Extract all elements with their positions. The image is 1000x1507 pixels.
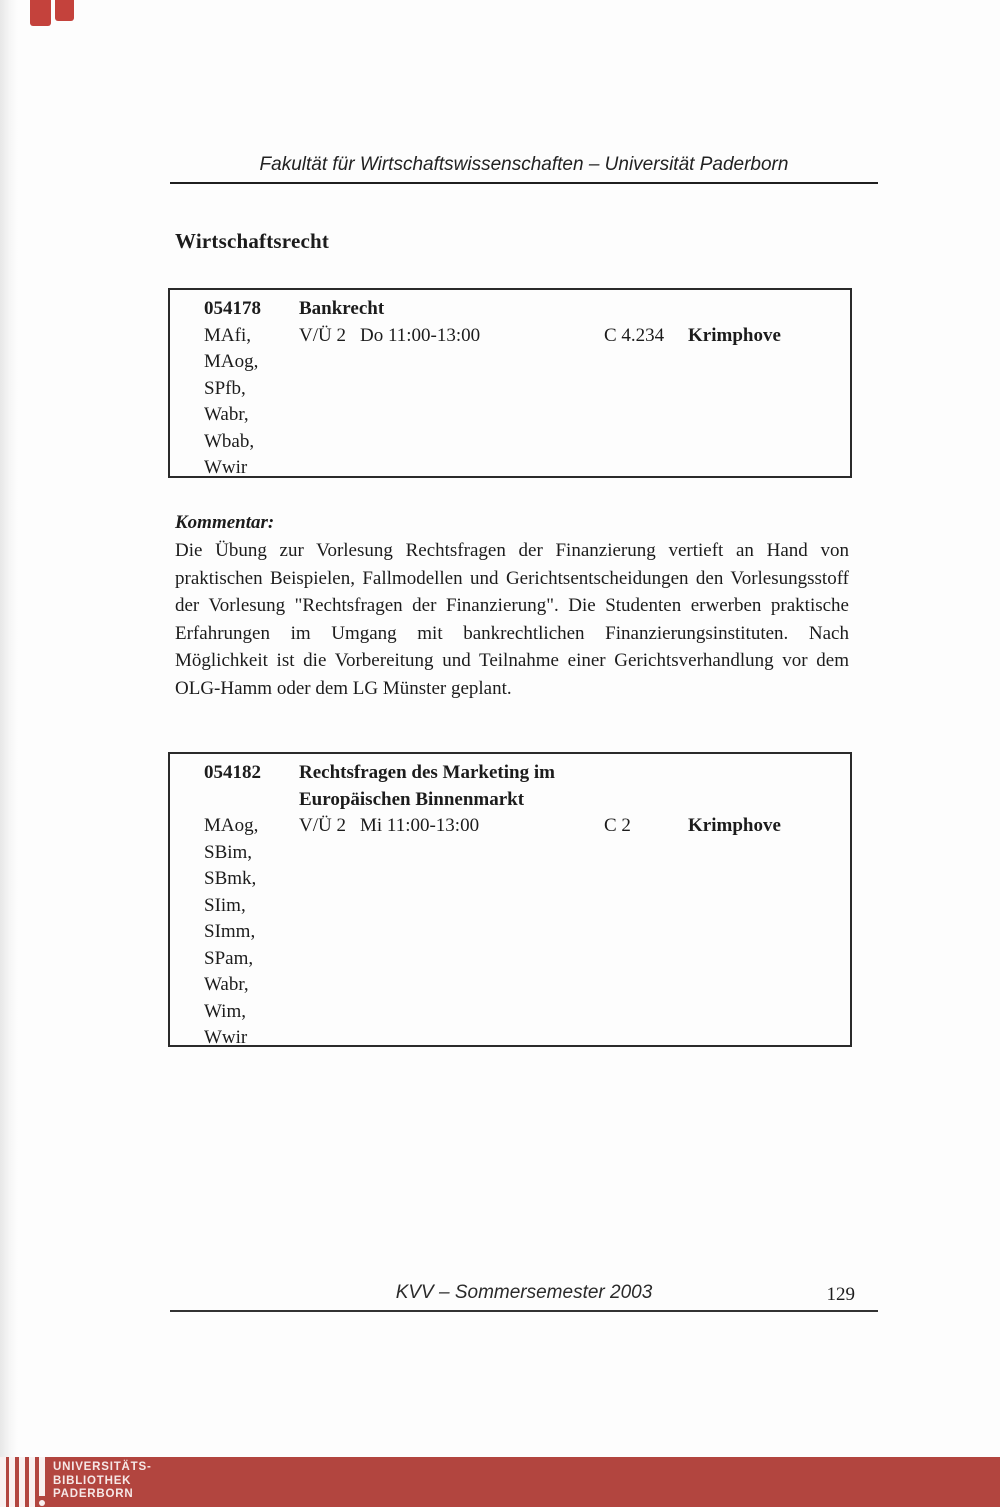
course-time: Mi 11:00-13:00 xyxy=(359,815,480,836)
course-group: Wbab, xyxy=(204,430,255,452)
course-title-line1: Rechtsfragen des Marketing im xyxy=(299,762,555,783)
course-group: Wwir xyxy=(204,457,248,478)
library-logo-bars-icon xyxy=(19,1457,25,1507)
course-group: MAog, xyxy=(204,815,259,836)
course-group: SPam, xyxy=(204,947,254,969)
course-group-row xyxy=(204,349,850,376)
faculty-header-text: Fakultät für Wirtschaftswissenschaften – Universität Paderborn xyxy=(259,154,789,175)
course-room: C 4.234 xyxy=(604,324,665,346)
footer-title: KVV – Sommersemester 2003 xyxy=(395,1282,653,1303)
library-logo-bars-icon xyxy=(29,1457,35,1507)
course-lecturer: Krimphove xyxy=(688,324,781,346)
course-group-row xyxy=(204,402,850,429)
course-group-row xyxy=(204,946,850,973)
course-type-hours: V/Ü 2 xyxy=(299,324,346,346)
course-title: Bankrecht xyxy=(299,298,385,319)
course-group-row xyxy=(204,999,850,1026)
course-detail-row xyxy=(204,323,850,350)
course-group: SImm, xyxy=(204,921,256,942)
course-group: Wwir xyxy=(204,1027,248,1048)
course-group-row xyxy=(204,376,850,403)
course-code: 054182 xyxy=(204,762,261,783)
course-detail-row xyxy=(204,813,850,840)
course-time: Do 11:00-13:00 xyxy=(359,324,481,346)
kommentar-text: Die Übung zur Vorlesung Rechtsfragen der Finanzierung vertieft an Hand von praktischen Beispielen, Fallmodellen und Gerichtsentscheidungen den Vorlesungsstoff der Vorlesung "Rechtsfragen der Finanzierung". Die Studenten erwerben praktische Erfahrungen im Umgang mit bankrechtlichen Finanzierungsinstituten. Nach Möglichkeit ist die Vorbereitung und Teilnahme einer Gerichtsverhandlung vor dem OLG-Hamm oder dem LG Münster geplant. xyxy=(175,540,849,699)
kommentar-label: Kommentar: xyxy=(175,512,275,533)
library-logo-exclamation-dot-icon xyxy=(39,1500,45,1506)
red-corner-mark-left xyxy=(30,0,51,26)
course-title-row xyxy=(204,296,850,323)
course-group-row xyxy=(204,972,850,999)
section-title: Wirtschaftsrecht xyxy=(175,229,330,253)
running-footer xyxy=(170,1282,878,1312)
course-type-hours: V/Ü 2 xyxy=(299,815,346,836)
library-banner xyxy=(0,1457,1000,1507)
course-title-row2 xyxy=(204,787,850,814)
course-group: MAfi, xyxy=(204,324,251,346)
course-title-row xyxy=(204,760,850,787)
course-group: Wabr, xyxy=(204,404,249,425)
course-code: 054178 xyxy=(204,298,261,319)
course-group: Wabr, xyxy=(204,974,249,995)
library-name-line3: PADERBORN xyxy=(53,1488,134,1500)
course-group: SBim, xyxy=(204,841,253,863)
course-group: MAog, xyxy=(204,351,259,372)
page-number: 129 xyxy=(826,1284,855,1305)
course-title-line2: Europäischen Binnenmarkt xyxy=(299,788,525,810)
course-group-row xyxy=(204,919,850,946)
course-box-rechtsfragen-marketing xyxy=(168,752,852,1047)
scan-edge-shadow xyxy=(0,0,18,1507)
course-schedule-cell xyxy=(299,813,604,840)
course-group-row xyxy=(204,893,850,920)
course-room: C 2 xyxy=(604,815,631,836)
course-box-bankrecht xyxy=(168,288,852,478)
library-name xyxy=(53,1461,152,1502)
course-group: SBmk, xyxy=(204,868,257,889)
course-lecturer: Krimphove xyxy=(688,815,781,836)
library-logo-bars-icon xyxy=(0,1457,6,1507)
course-group-row xyxy=(204,455,850,482)
course-group-row xyxy=(204,866,850,893)
course-group: SPfb, xyxy=(204,377,246,399)
course-schedule-cell xyxy=(299,323,604,350)
library-logo-exclamation-icon xyxy=(39,1457,45,1496)
kommentar-section xyxy=(175,512,849,702)
course-group-row xyxy=(204,429,850,456)
library-name-line1: UNIVERSITÄTS- xyxy=(53,1461,152,1473)
course-group-row xyxy=(204,1025,850,1052)
library-logo-bars-icon xyxy=(9,1457,15,1507)
library-name-line2: BIBLIOTHEK xyxy=(53,1474,132,1487)
course-group: Wim, xyxy=(204,1000,246,1022)
red-corner-mark-right xyxy=(55,0,74,21)
course-group: SIim, xyxy=(204,894,246,916)
running-header xyxy=(170,154,878,184)
course-group-row xyxy=(204,840,850,867)
